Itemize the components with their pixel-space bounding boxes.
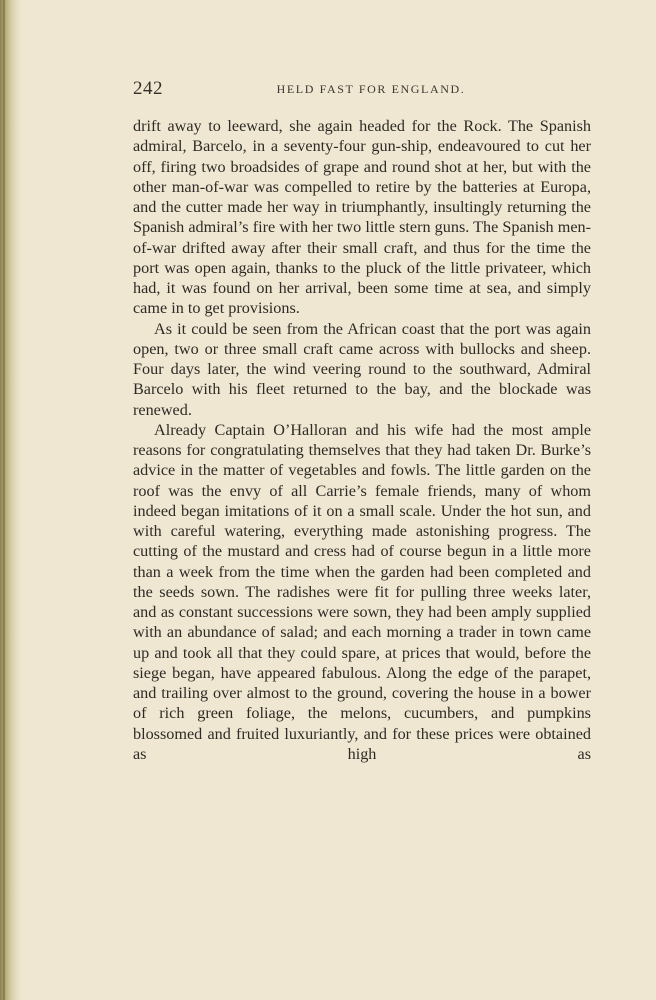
page-number: 242: [133, 78, 163, 99]
running-head: HELD FAST FOR ENGLAND.: [276, 82, 466, 96]
page-header: [133, 78, 591, 100]
book-binding-edge: [0, 0, 22, 1000]
paragraph-1: drift away to leeward, she again headed for the Rock. The Spanish admiral, Barcelo, in a seventy-four gun-ship, endeavoured to cut her off, firing two broadsides of grape and round shot at her, but with the other man-of-war was compelled to retire by the batteries at Europa, and the cutter made her way in triumphantly, insultingly returning the Spanish admiral’s fire with her two little stern guns. The Spanish men-of-war drifted away after their small craft, and thus for the time the port was open again, thanks to the pluck of the little privateer, which had, it was found on her arrival, been some time at sea, and simply came in to get provisions.: [133, 117, 591, 318]
paragraph-2: As it could be seen from the African coast that the port was again open, two or three small craft came across with bullocks and sheep. Four days later, the wind veering round to the southward, Admiral Barcelo with his fleet returned to the bay, and the blockade was renewed.: [133, 319, 591, 419]
body-text: [133, 116, 591, 764]
paragraph-3: Already Captain O’Halloran and his wife had the most ample reasons for congratulating themselves that they had taken Dr. Burke’s advice in the matter of vegetables and fowls. The little garden on the roof was the envy of all Carrie’s female friends, many of whom indeed began imitations of it on a small scale. Under the hot sun, and with careful watering, everything made astonishing progress. The cutting of the mustard and cress had of course begun in a little more than a week from the time when the garden had been completed and the seeds sown. The radishes were fit for pulling three weeks later, and as constant successions were sown, they had been amply supplied with an abundance of salad; and each morning a trader in town came up and took all that they could spare, at prices that would, before the siege began, have appeared fabulous. Along the edge of the parapet, and trailing over almost to the ground, covering the house in a bower of rich green foliage, the melons, cucumbers, and pumpkins blossomed and fruited luxuriantly, and for these prices were obtained as high as: [133, 420, 591, 763]
